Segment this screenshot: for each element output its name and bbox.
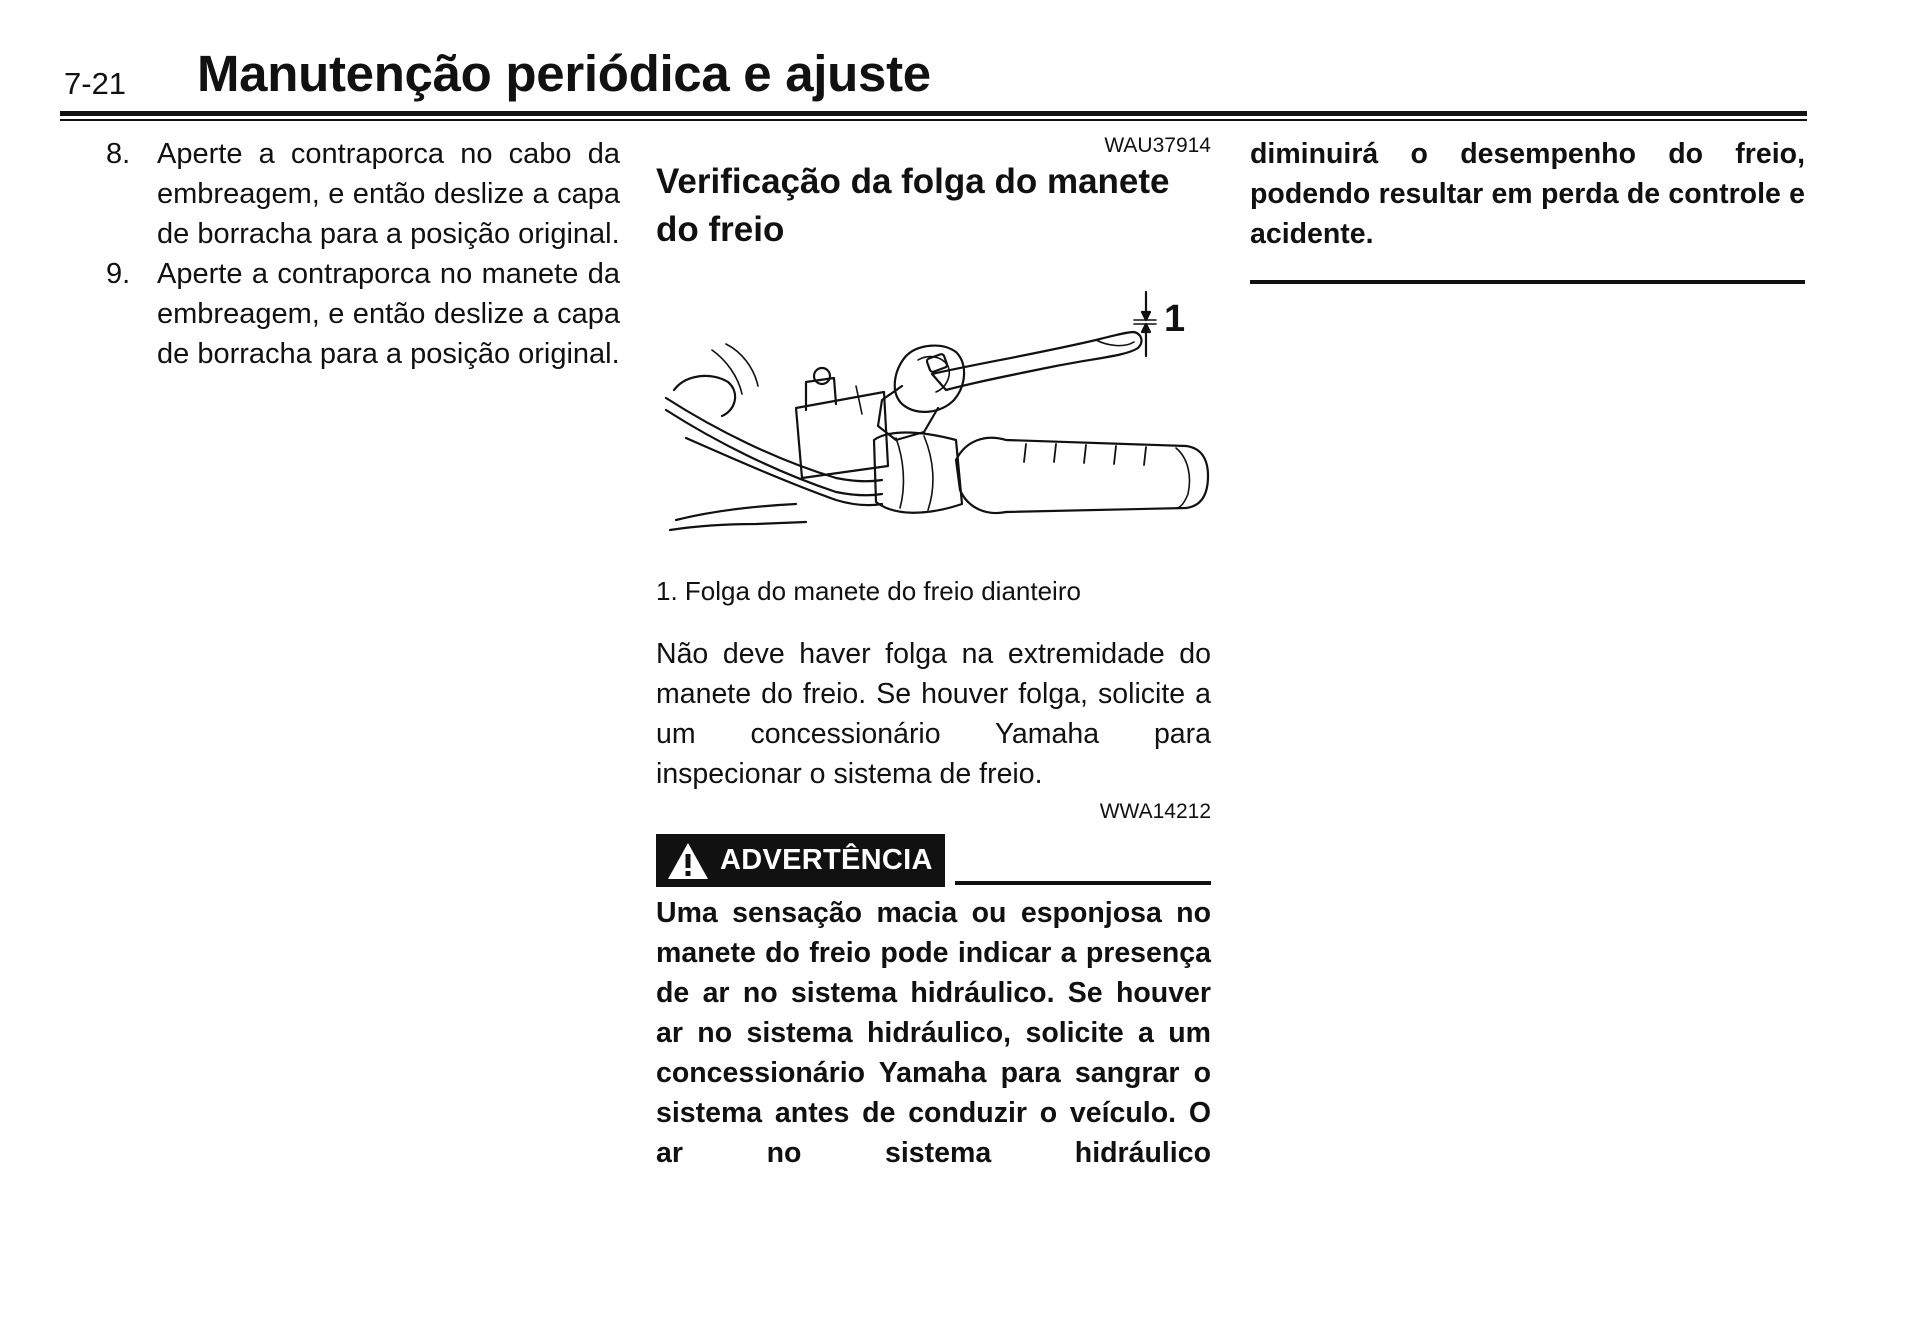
handlebar-grip: [956, 438, 1208, 513]
warning-rule: [955, 881, 1211, 885]
warning-badge: [656, 834, 945, 887]
step-list: [100, 134, 620, 374]
right-column: [1250, 134, 1805, 284]
body-paragraph: Não deve haver folga na extremidade do manete do freio. Se houver folga, solicite a um concessionário Yamaha para inspecionar o sistema de freio.: [656, 638, 1211, 790]
step-number: 8.: [106, 138, 131, 170]
brake-hose: [674, 376, 735, 416]
list-item: [100, 254, 620, 374]
list-item: [100, 134, 620, 254]
page-number: 7-21: [64, 66, 127, 101]
warning-triangle-icon: [666, 841, 710, 881]
page-title: Manutenção periódica e ajuste: [197, 45, 931, 102]
dimension-arrow-top: [1142, 312, 1150, 320]
header-rule: [60, 111, 1807, 116]
figure-caption: 1. Folga do manete do freio dianteiro: [656, 576, 1081, 606]
warning-header: [656, 834, 1211, 887]
warning-label: ADVERTÊNCIA: [720, 844, 933, 876]
reservoir-knob: [814, 368, 830, 384]
warning-text-continued: diminuirá o desempenho do freio, podendo resultar em perda de controle e acidente.: [1250, 138, 1805, 250]
dimension-arrow-bottom: [1142, 324, 1150, 332]
section-code: WAU37914: [1104, 134, 1211, 157]
warning-code: WWA14212: [1099, 800, 1211, 823]
warning-text: Uma sensação macia ou esponjosa no manete do freio pode indicar a presença de ar no sistema hidráulico. Se houver ar no sistema hidráulico, solicite a um concessionário Yamaha para sangrar o sistema antes de conduzir o veículo. O ar no sistema hidráulico: [656, 897, 1211, 1169]
callout-number: 1: [1164, 298, 1186, 340]
throttle-cable-lower: [666, 410, 882, 495]
brake-lever-figure: [656, 290, 1211, 560]
left-column: [100, 134, 620, 374]
lever-perch: [895, 346, 964, 412]
header-rule-thin: [60, 119, 1807, 121]
step-text: Aperte a contraporca no cabo da embreagem, e então deslize a capa de borracha para a posição original.: [157, 138, 620, 250]
step-number: 9.: [106, 258, 131, 290]
warning-end-rule: [1250, 280, 1805, 284]
step-text: Aperte a contraporca no manete da embreagem, e então deslize a capa de borracha para a posição original.: [157, 258, 620, 370]
middle-column: [656, 134, 1211, 1173]
page-header: [0, 0, 1920, 125]
section-title: Verificação da folga do manete do freio: [656, 162, 1170, 249]
brake-lever-illustration: [656, 290, 1211, 560]
